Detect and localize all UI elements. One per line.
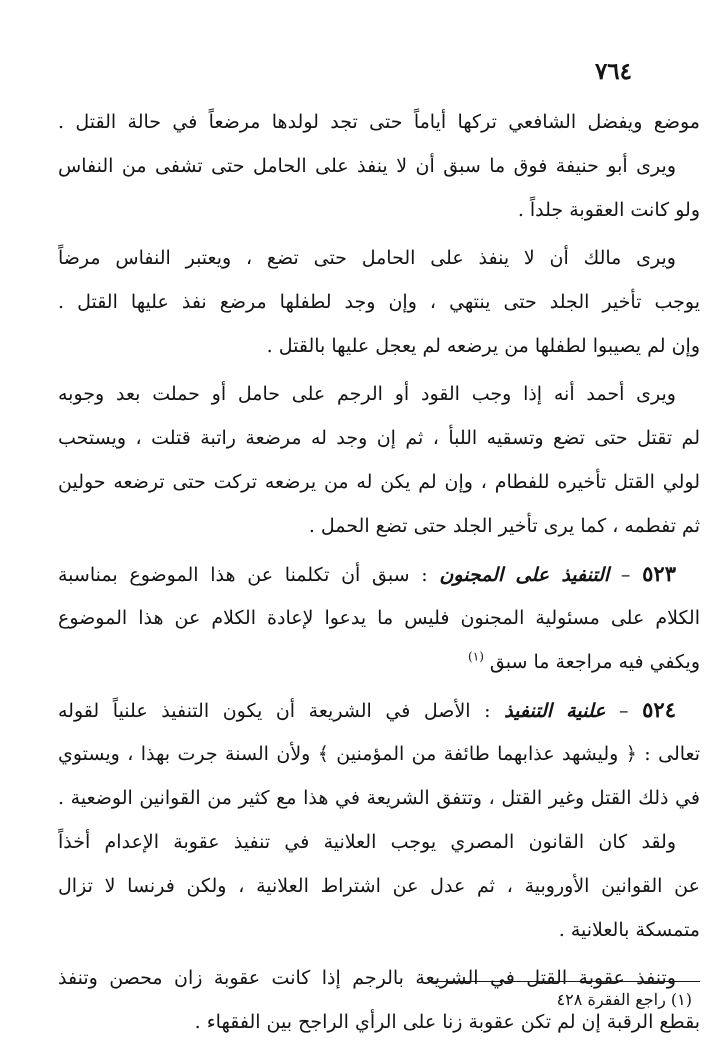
text-line: وتنفذ عقوبة القتل في الشريعة بالرجم إذا كانت عقوبة زان محصن وتنفذ [58,967,676,989]
text-line: الكلام على مسئولية المجنون فليس ما يدعوا لإعادة الكلام عن هذا الموضوع [58,607,700,629]
text-line: لم تقتل حتى تضع وتسقيه اللبأ ، ثم إن وجد له مرضعة راتبة قتلت ، ويستحب [58,427,700,449]
text-line: لولي القتل تأخيره للفطام ، وإن لم يكن له من يرضعه تركت حتى ترضعه حولين [58,471,700,493]
page-number: ٧٦٤ [594,58,632,85]
text-line: ولو كانت العقوبة جلداً . [517,199,700,221]
section-523-heading-line [58,552,700,596]
text-line: متمسكة بالعلانية . [558,919,700,941]
text-line: تعالى : ﴿ وليشهد عذابهما طائفة من المؤمنين ﴾ ولأن السنة جرت بهذا ، ويستوي [58,743,700,765]
text-line: وإن لم يصيبوا لطفلها من يرضعه لم يعجل عليها بالقتل . [266,335,700,357]
text-line: يوجب تأخير الجلد حتى ينتهي ، وإن وجد لطفلها مرضع نفذ عليها القتل . [58,291,700,313]
text-line-with-footnote [58,640,700,684]
section-number: ٥٢٤ [642,697,676,722]
section-text: : الأصل في الشريعة أن يكون التنفيذ علنياً لقوله [58,700,491,722]
section-text: : سبق أن تكلمنا عن هذا الموضوع بمناسبة [58,564,428,586]
body-text [58,100,700,1044]
text-line: ثم تفطمه ، كما يرى تأخير الجلد حتى تضع الحمل . [308,515,700,537]
section-dash: – [605,700,629,722]
footnote-divider [430,981,700,982]
text-line: في ذلك القتل وغير القتل ، وتتفق الشريعة في هذا مع كثير من القوانين الوضعية . [58,787,700,809]
section-524-heading-line [58,688,700,732]
section-title: التنفيذ على المجنون [439,564,610,586]
section-number: ٥٢٣ [642,561,676,586]
text-line: بقطع الرقبة إن لم تكن عقوبة زنا على الرأي الراجح بين الفقهاء . [194,1011,700,1033]
section-title: علنية التنفيذ [504,700,606,722]
section-dash: – [609,564,631,586]
text-line: ولقد كان القانون المصري يوجب العلانية في تنفيذ عقوبة الإعدام أخذاً [58,831,676,853]
text-line: عن القوانين الأوروبية ، ثم عدل عن اشتراط العلانية ، ولكن فرنسا لا تزال [58,875,700,897]
footnote-reference[interactable]: (١) [468,649,484,664]
footnote: (١) راجع الفقرة ٤٢٨ [556,990,692,1009]
text-line: ويرى أبو حنيفة فوق ما سبق أن لا ينفذ على الحامل حتى تشفى من النفاس [58,155,676,177]
text-fragment: ويكفي فيه مراجعة ما سبق [489,651,700,673]
text-line: ويرى أحمد أنه إذا وجب القود أو الرجم على حامل أو حملت بعد وجوبه [58,383,676,405]
text-line: ويرى مالك أن لا ينفذ على الحامل حتى تضع ، ويعتبر النفاس مرضاً [58,247,676,269]
text-line: موضع ويفضل الشافعي تركها أياماً حتى تجد لولدها مرضعاً في حالة القتل . [58,111,700,133]
